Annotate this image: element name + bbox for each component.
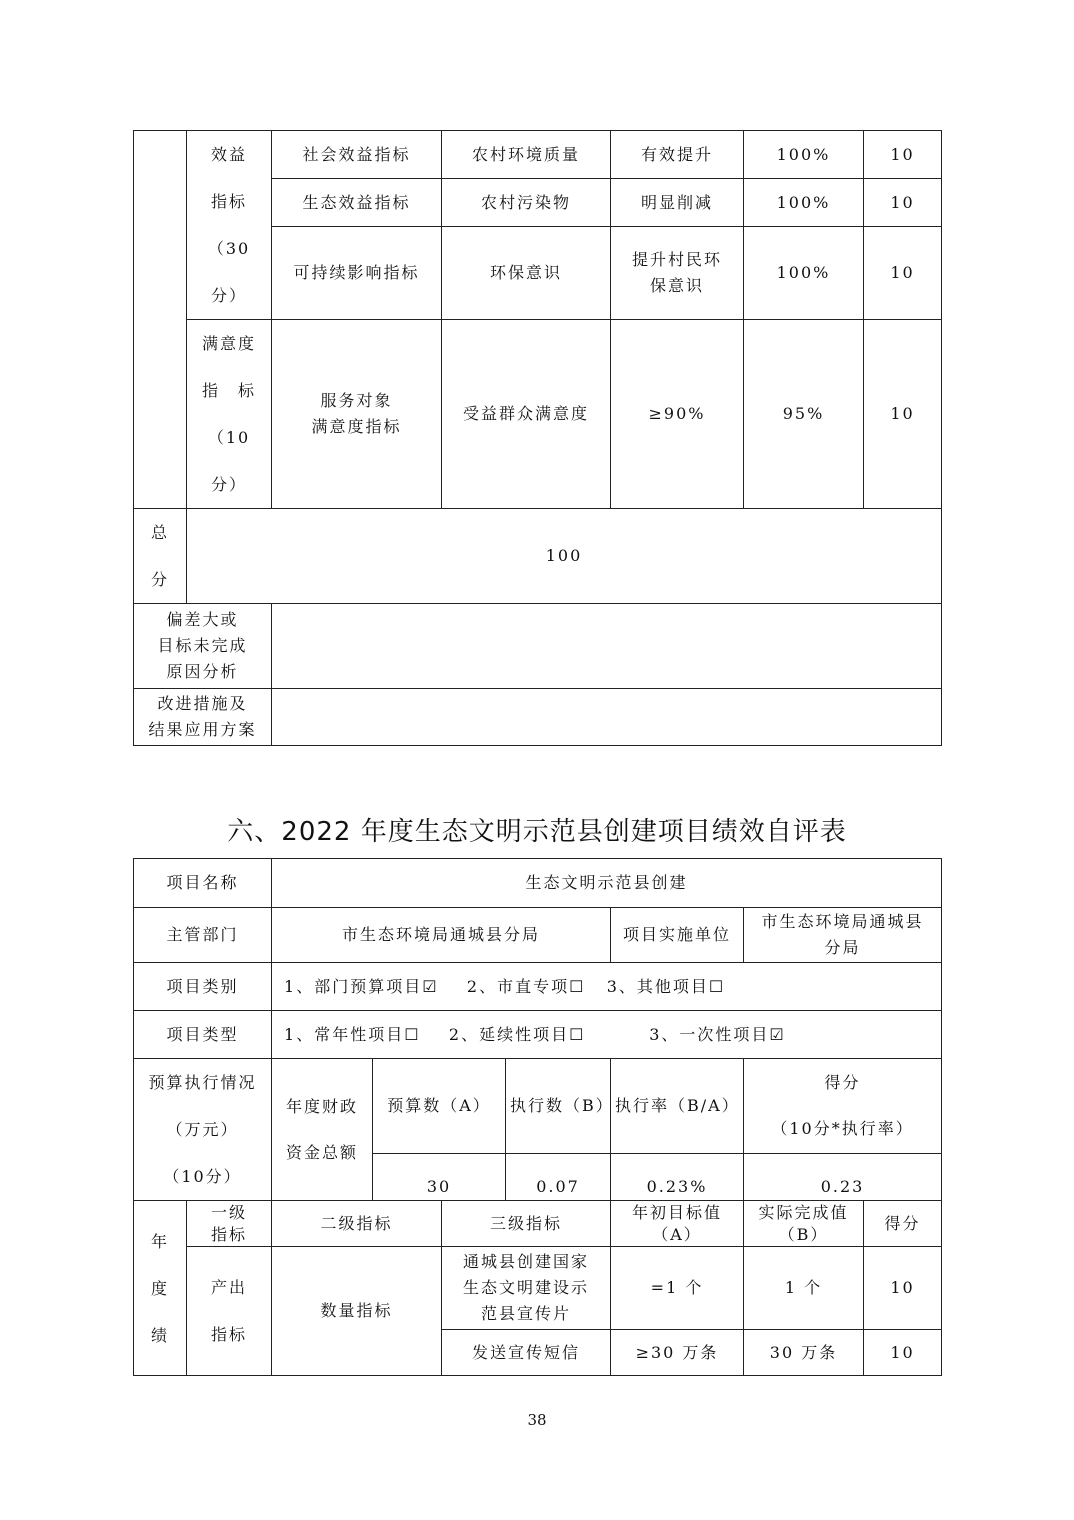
impl-unit-value: 市生态环境局通城县 分局 <box>744 908 942 963</box>
budget-amount-value: 30 <box>373 1154 506 1201</box>
target-header: 年初目标值 （A） <box>611 1201 744 1247</box>
promo-video-actual: 1 个 <box>744 1247 864 1330</box>
section-title: 六、2022 年度生态文明示范县创建项目绩效自评表 <box>227 817 847 847</box>
output-indicator-label: 产出 指标 <box>187 1247 272 1376</box>
type-option-1: 1、常年性项目☐ <box>284 1024 421 1044</box>
budget-score-value: 0.23 <box>744 1154 942 1201</box>
eco-benefit-actual: 100% <box>744 179 864 227</box>
promo-video-target: =1 个 <box>611 1247 744 1330</box>
budget-exec-label: 预算执行情况 （万元） （10分） <box>134 1059 272 1201</box>
level3-header: 三级指标 <box>442 1201 611 1247</box>
executed-amount-header: 执行数（B） <box>506 1059 611 1154</box>
sms-level3: 发送宣传短信 <box>442 1330 611 1376</box>
satisfaction-level3: 受益群众满意度 <box>442 320 611 509</box>
deviation-analysis-value <box>272 604 942 689</box>
deviation-analysis-label: 偏差大或 目标未完成 原因分析 <box>134 604 272 689</box>
total-score-value: 100 <box>187 509 942 604</box>
annual-performance-label: 年 度 绩 <box>134 1201 187 1376</box>
satisfaction-actual: 95% <box>744 320 864 509</box>
eco-benefit-level3: 农村污染物 <box>442 179 611 227</box>
type-option-3: 3、一次性项目☑ <box>649 1024 786 1044</box>
project-name-value: 生态文明示范县创建 <box>272 859 942 908</box>
budget-amount-header: 预算数（A） <box>373 1059 506 1154</box>
sustain-score: 10 <box>864 227 942 320</box>
eco-benefit-score: 10 <box>864 179 942 227</box>
annual-funds-label: 年度财政 资金总额 <box>272 1059 373 1201</box>
project-name-label: 项目名称 <box>134 859 272 908</box>
social-benefit-target: 有效提升 <box>611 131 744 179</box>
exec-rate-value: 0.23% <box>611 1154 744 1201</box>
level2-header: 二级指标 <box>272 1201 442 1247</box>
benefit-indicator-label: 效益 指标 （30 分） <box>187 131 272 320</box>
type-options <box>272 1011 942 1059</box>
improvement-plan-label: 改进措施及 结果应用方案 <box>134 689 272 746</box>
satisfaction-score: 10 <box>864 320 942 509</box>
self-evaluation-table <box>133 858 942 1376</box>
satisfaction-target: ≥90% <box>611 320 744 509</box>
exec-rate-header: 执行率（B/A） <box>611 1059 744 1154</box>
type-option-2: 2、延续性项目☐ <box>448 1024 586 1044</box>
score-header: 得分 <box>864 1201 942 1247</box>
sms-score: 10 <box>864 1330 942 1376</box>
promo-video-score: 10 <box>864 1247 942 1330</box>
type-label: 项目类型 <box>134 1011 272 1059</box>
sustain-level2: 可持续影响指标 <box>272 227 442 320</box>
level1-header: 一级 指标 <box>187 1201 272 1247</box>
performance-table-continued <box>133 130 942 746</box>
sms-target: ≥30 万条 <box>611 1330 744 1376</box>
actual-header: 实际完成值 （B） <box>744 1201 864 1247</box>
promo-video-level3: 通城县创建国家 生态文明建设示 范县宣传片 <box>442 1247 611 1330</box>
category-option-3: 3、其他项目☐ <box>606 976 726 996</box>
executed-amount-value: 0.07 <box>506 1154 611 1201</box>
sustain-target: 提升村民环 保意识 <box>611 227 744 320</box>
category-label: 项目类别 <box>134 963 272 1011</box>
sustain-actual: 100% <box>744 227 864 320</box>
satisfaction-indicator-label: 满意度 指 标 （10 分） <box>187 320 272 509</box>
quantity-indicator-label: 数量指标 <box>272 1247 442 1376</box>
page-number: 38 <box>527 1411 547 1429</box>
impl-unit-label: 项目实施单位 <box>611 908 744 963</box>
blank-level0-cell <box>134 131 187 509</box>
dept-label: 主管部门 <box>134 908 272 963</box>
dept-value: 市生态环境局通城县分局 <box>272 908 611 963</box>
eco-benefit-level2: 生态效益指标 <box>272 179 442 227</box>
improvement-plan-value <box>272 689 942 746</box>
eco-benefit-target: 明显削减 <box>611 179 744 227</box>
social-benefit-level3: 农村环境质量 <box>442 131 611 179</box>
social-benefit-actual: 100% <box>744 131 864 179</box>
total-score-label: 总 分 <box>134 509 187 604</box>
budget-score-header: 得分 （10分*执行率） <box>744 1059 942 1154</box>
social-benefit-level2: 社会效益指标 <box>272 131 442 179</box>
category-options <box>272 963 942 1011</box>
satisfaction-level2: 服务对象 满意度指标 <box>272 320 442 509</box>
category-option-2: 2、市直专项☐ <box>466 976 586 996</box>
sms-actual: 30 万条 <box>744 1330 864 1376</box>
sustain-level3: 环保意识 <box>442 227 611 320</box>
category-option-1: 1、部门预算项目☑ <box>284 976 439 996</box>
social-benefit-score: 10 <box>864 131 942 179</box>
